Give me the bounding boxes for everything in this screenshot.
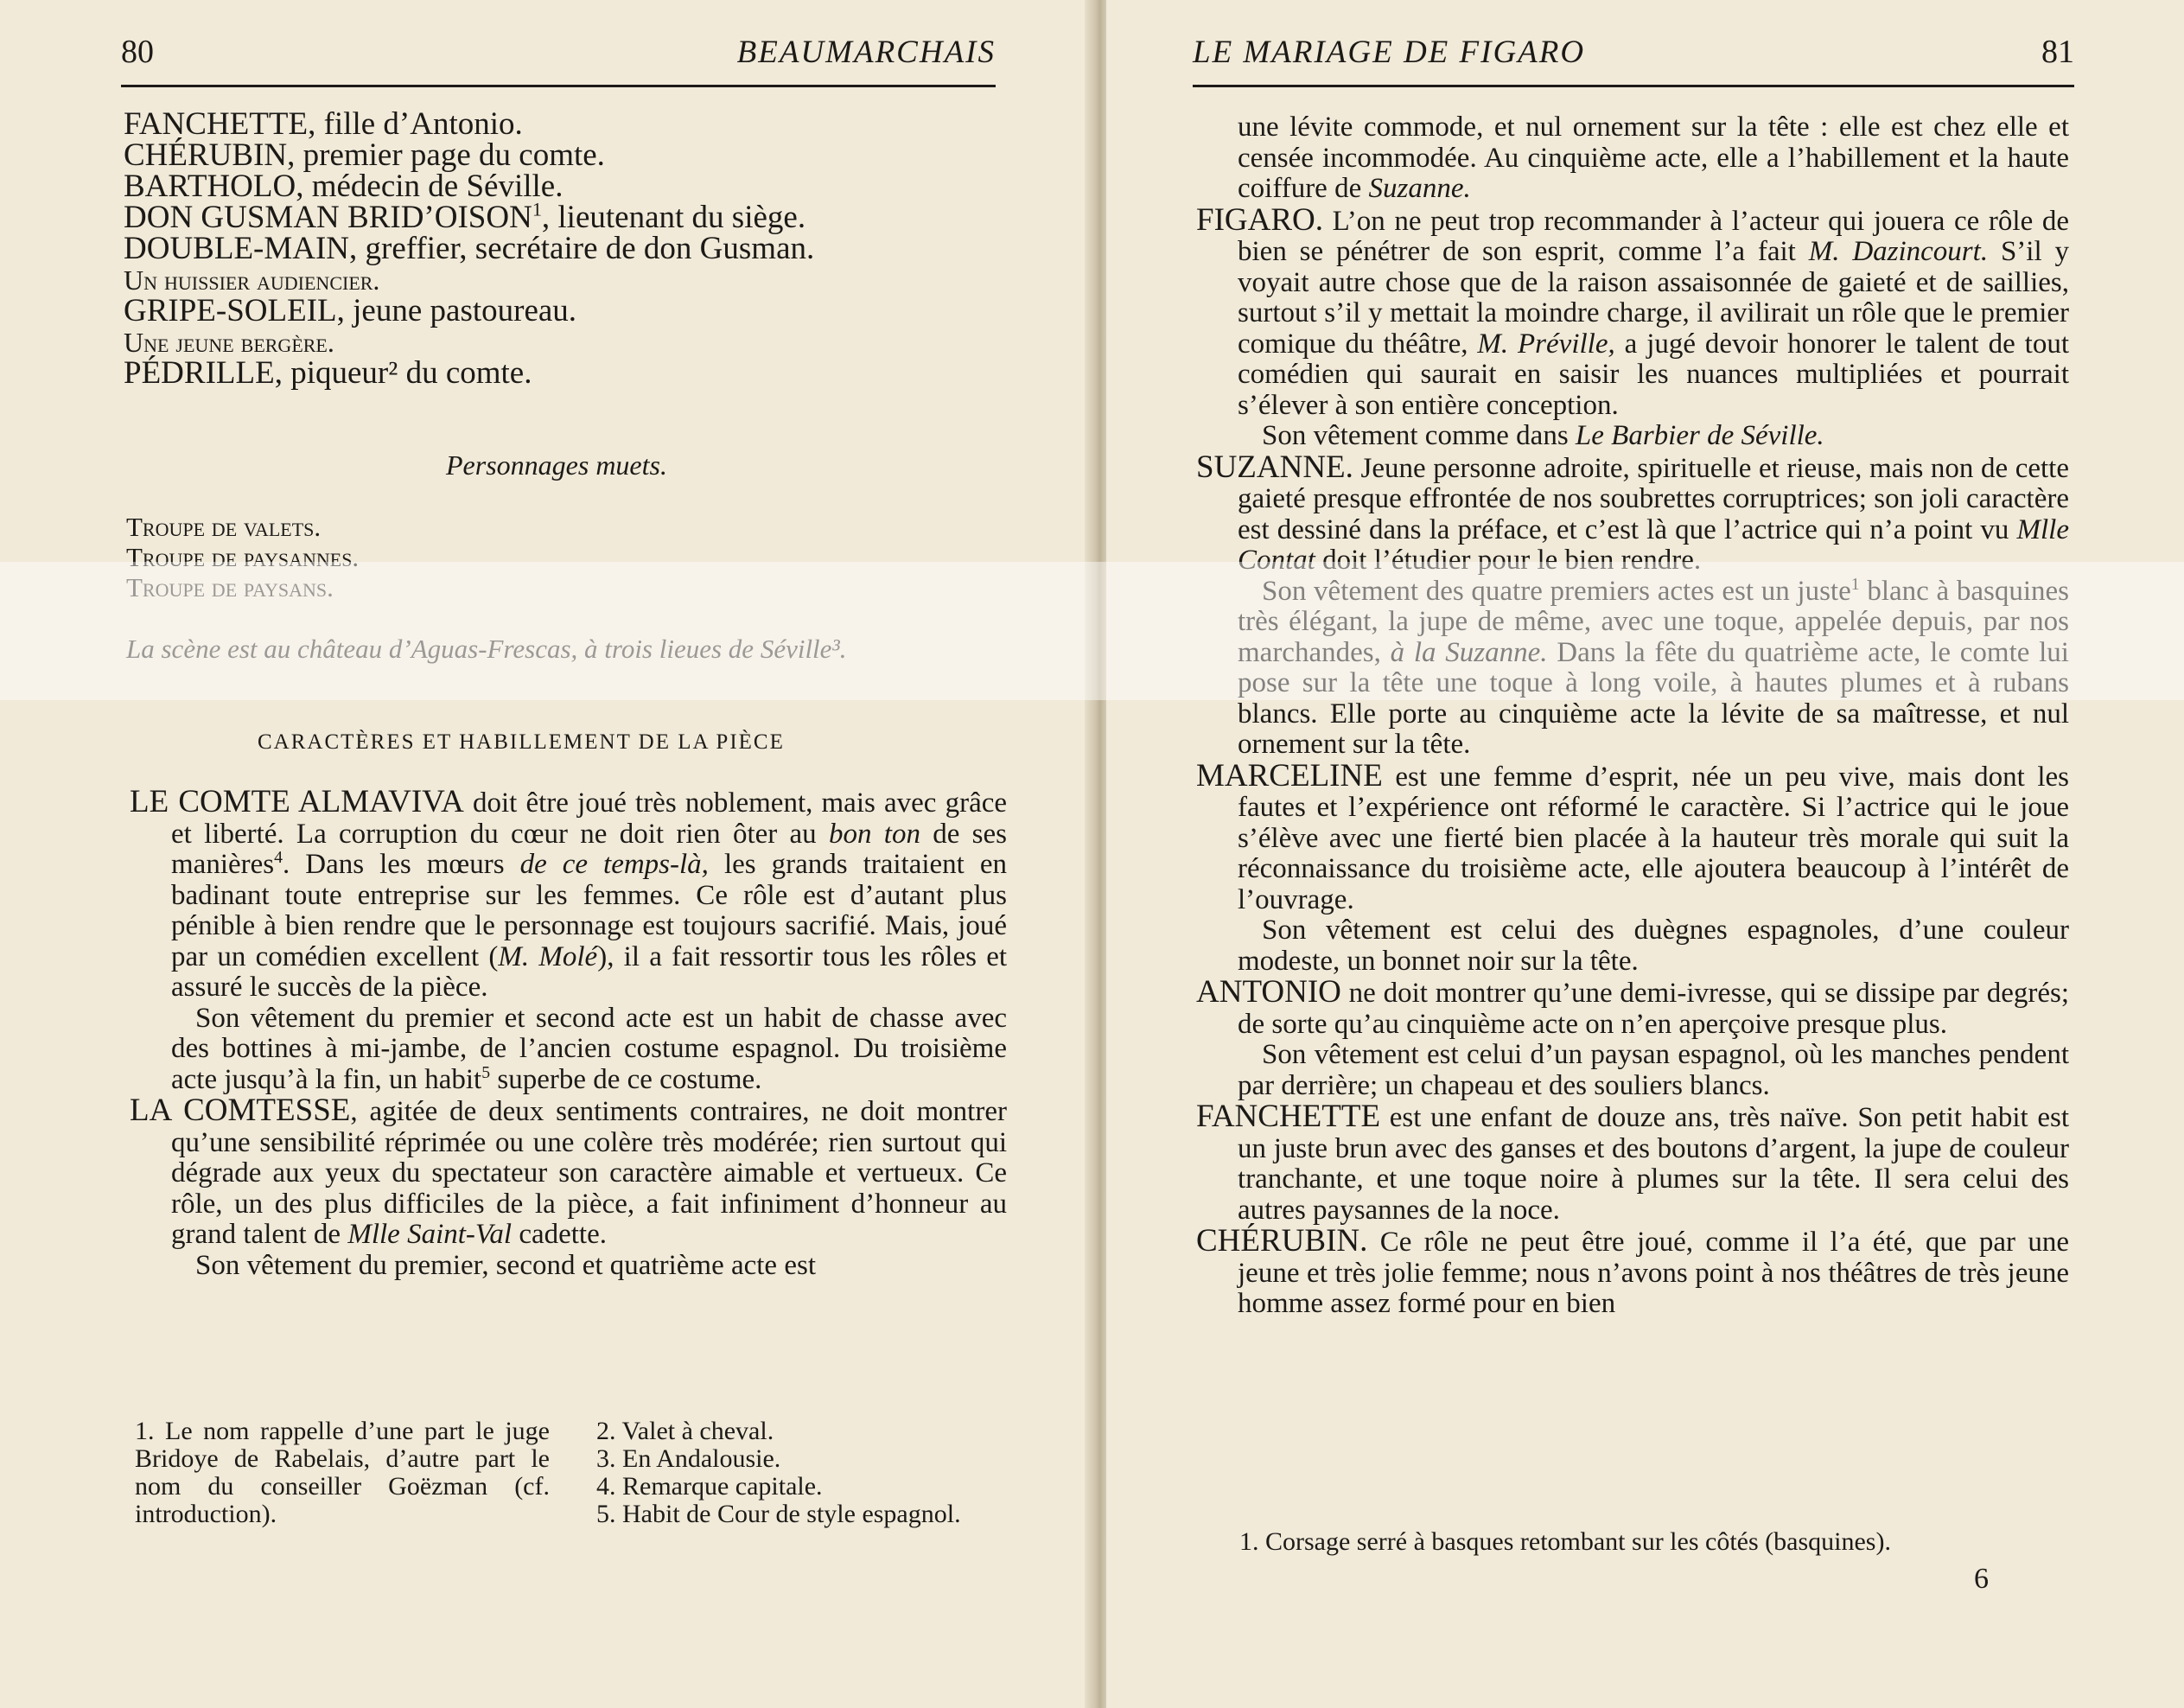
cast-line: FANCHETTE, fille d’Antonio.: [124, 106, 523, 142]
footnote-3: 3. En Andalousie.: [596, 1444, 781, 1473]
footnote-col-2: [596, 1418, 1003, 1528]
mute-heading: Personnages muets.: [446, 449, 667, 481]
continuation-text: une lévite commode, et nul ornement sur la tête : elle est chez elle et censée incommodée. Au cinquième acte, elle a l’habillement et la haute coiffure de Suzanne.: [1238, 112, 2069, 204]
footnote-5: 5. Habit de Cour de style espagnol.: [596, 1500, 961, 1528]
left-page: [0, 0, 1091, 1708]
cast-line: DON GUSMAN BRID’OISON$^1$, lieutenant du siège.: [124, 198, 806, 235]
entry-marceline: MARCELINE est une femme d’esprit, née un peu vive, mais dont les fautes et l’expérience ont réformé le caractère. Si l’actrice qui le joue s’élève avec une fierté bien placée à la hauteur très morale qui suit la réconnaissance du troisième acte, elle ajoutera beaucoup à l’intérêt de l’ouvrage.: [1196, 757, 2069, 915]
mute-line: Troupe de paysannes.: [126, 542, 360, 572]
entry-suzanne-costume: Son vêtement des quatre premiers actes est un juste$^1$ blanc à basquines très élégant, la jupe de même, avec une toque, appelée depuis, par nos marchandes, à la Suzanne. Dans la fête du quatrième acte, le comte lui pose sur la tête une toque à long voile, à hautes plumes et à rubans blancs. Elle porte au cinquième acte la lévite de sa maîtresse, et nul ornement sur la tête.: [1238, 574, 2069, 760]
entry-suzanne: SUZANNE. Jeune personne adroite, spirituelle et rieuse, mais non de cette gaieté presque effrontée de nos soubrettes corruptrices; son joli caractère est dessiné dans la préface, et c’est là que l’actrice qui n’a point vu Mlle Contat doit l’étudier pour le bien rendre.: [1196, 449, 2069, 576]
right-page: [1106, 0, 2184, 1708]
left-page-number: 80: [121, 34, 154, 70]
footnote-4: 4. Remarque capitale.: [596, 1472, 823, 1501]
left-running-head: BEAUMARCHAIS: [736, 35, 996, 70]
entry-figaro: FIGARO. L’on ne peut trop recommander à l’acteur qui jouera ce rôle de bien se pénétrer de son esprit, comme l’a fait M. Dazincourt. S’il y voyait autre chose que de la raison assaisonnée de gaieté et de saillies, surtout s’il y mettait la moindre charge, il avilirait un rôle que le premier comique du théâtre, M. Préville, a jugé devoir honorer le talent de tout comédien qui saurait en saisir les nuances multipliées et pourrait s’élever à son entière conception.: [1196, 201, 2069, 421]
entry-comtesse-costume: Son vêtement du premier, second et quatrième acte est: [195, 1249, 816, 1281]
cast-line: GRIPE-SOLEIL, jeune pastoureau.: [124, 293, 577, 328]
mute-list: [126, 512, 359, 602]
entry-marceline-costume: Son vêtement est celui des duègnes espagnoles, d’une couleur modeste, un bonnet noir sur la tête.: [1238, 915, 2069, 977]
right-footnote: 1. Corsage serré à basques retombant sur les côtés (basquines).: [1239, 1527, 1891, 1556]
cast-line: Une jeune bergère.: [124, 327, 334, 358]
cast-line: PÉDRILLE, piqueur² du comte.: [124, 355, 532, 391]
entry-figaro-costume: Son vêtement comme dans Le Barbier de Séville.: [1262, 420, 1824, 451]
left-body: [130, 784, 1008, 1281]
cast-line: DOUBLE-MAIN, greffier, secrétaire de don Gusman.: [124, 231, 815, 266]
right-running-head: LE MARIAGE DE FIGARO: [1193, 35, 1586, 70]
footnote-col-1: [135, 1418, 550, 1528]
footnote-1: 1. Le nom rappelle d’une part le juge Bridoye de Rabelais, d’autre part le nom du conseiller Goëzman (cf. introduction).: [135, 1417, 550, 1528]
setting-line: La scène est au château d’Aguas-Frescas, à trois lieues de Séville³.: [126, 634, 847, 664]
entry-antonio: ANTONIO ne doit montrer qu’une demi-ivresse, qui se dissipe par degrés; de sorte qu’au cinquième acte on n’en aperçoive presque plus.: [1196, 974, 2069, 1040]
entry-fanchette: FANCHETTE est une enfant de douze ans, très naïve. Son petit habit est un juste brun avec des ganses et des boutons d’argent, la jupe de couleur tranchante, et une toque noire à plumes sur la tête. Il sera celui des autres paysannes de la noce.: [1196, 1099, 2069, 1226]
signature-mark: 6: [1974, 1563, 1989, 1595]
cast-line: BARTHOLO, médecin de Séville.: [124, 169, 564, 204]
right-body: [1196, 112, 2069, 1320]
right-page-number: 81: [2041, 34, 2074, 70]
cast-list: [124, 106, 815, 391]
entry-comte-costume: Son vêtement du premier et second acte est un habit de chasse avec des bottines à mi-jambe, de l’ancien costume espagnol. Du troisième acte jusqu’à la fin, un habit$^5$ superbe de ce costume.: [171, 1002, 1007, 1095]
footnote-2: 2. Valet à cheval.: [596, 1417, 774, 1445]
right-header: [1193, 33, 2074, 87]
entry-comtesse: LA COMTESSE, agitée de deux sentiments contraires, ne doit montrer qu’une sensibilité réprimée ou une colère très modérée; rien surtout qui dégrade aux yeux du spectateur son caractère aimable et vertueux. Ce rôle, un des plus difficiles de la pièce, a fait infiniment d’honneur au grand talent de Mlle Saint-Val cadette.: [130, 1093, 1007, 1250]
section-heading: CARACTÈRES ET HABILLEMENT DE LA PIÈCE: [258, 730, 785, 754]
cast-line: Un huissier audiencier.: [124, 264, 380, 296]
mute-line: Troupe de valets.: [126, 512, 322, 542]
mute-line: Troupe de paysans.: [126, 572, 334, 602]
entry-comte: LE COMTE ALMAVIVA doit être joué très noblement, mais avec grâce et liberté. La corruption du cœur ne doit rien ôter au bon ton de ses manières$^4$. Dans les mœurs de ce temps-là, les grands traitaient en badinant toute entreprise sur les femmes. Ce rôle est d’autant plus pénible à bien rendre que le personnage est toujours sacrifié. Mais, joué par un comédien excellent (M. Molé), il a fait ressortir tous les rôles et assuré le succès de la pièce.: [130, 784, 1008, 1003]
cast-line: CHÉRUBIN, premier page du comte.: [124, 137, 605, 173]
entry-antonio-costume: Son vêtement est celui d’un paysan espagnol, où les manches pendent par derrière; un chapeau et des souliers blancs.: [1238, 1039, 2069, 1101]
left-header: [121, 33, 996, 87]
entry-cherubin: CHÉRUBIN. Ce rôle ne peut être joué, comme il l’a été, que par une jeune et très jolie femme; nous n’avons point à nos théâtres de très jeune homme assez formé pour en bien: [1196, 1223, 2069, 1319]
